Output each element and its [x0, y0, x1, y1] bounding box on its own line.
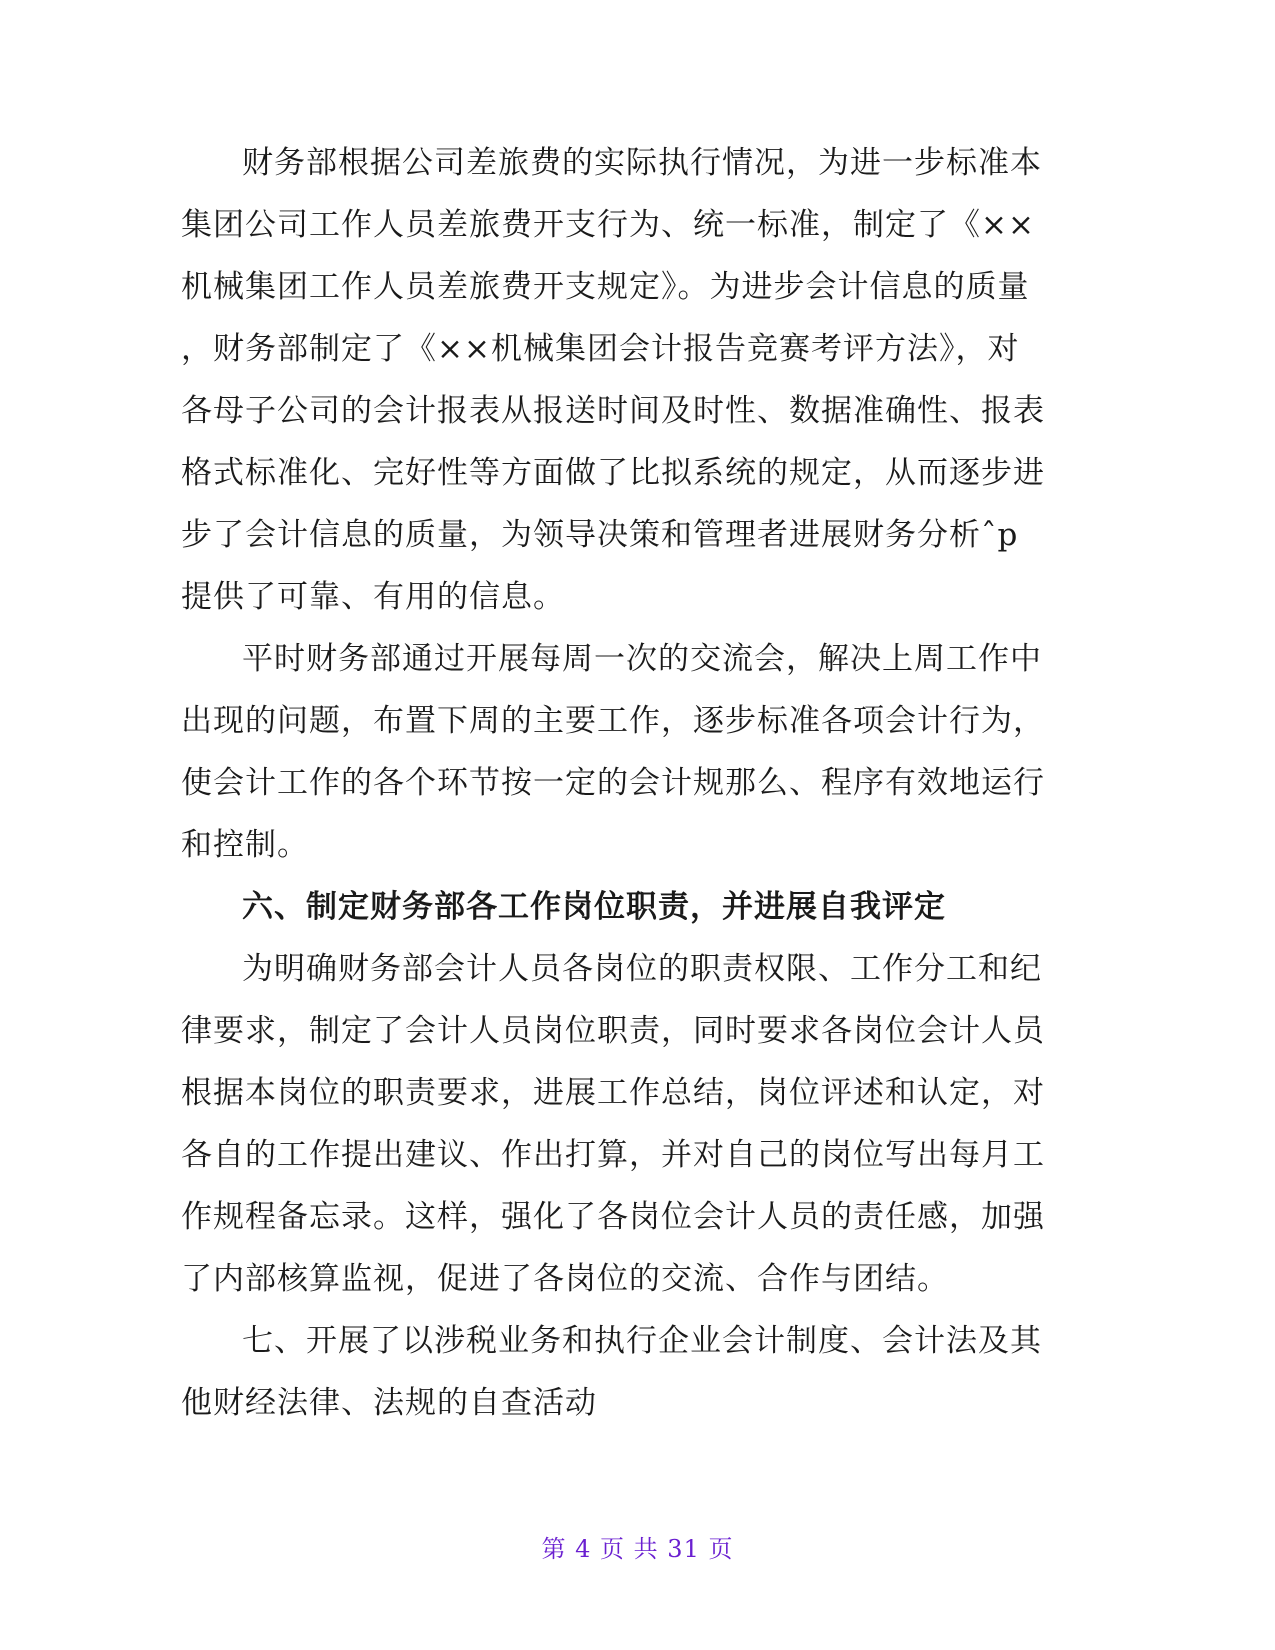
- text-line: 步了会计信息的质量，为领导决策和管理者进展财务分析ˆp: [181, 517, 1019, 553]
- text-line: 出现的问题，布置下周的主要工作，逐步标准各项会计行为，: [181, 703, 1045, 739]
- text-line: 和控制。: [181, 827, 309, 863]
- text-line: 财务部根据公司差旅费的实际执行情况，为进一步标准本: [242, 145, 1042, 181]
- text-line: 机械集团工作人员差旅费开支规定》。为进步会计信息的质量: [181, 269, 1030, 305]
- text-line: 格式标准化、完好性等方面做了比拟系统的规定，从而逐步进: [181, 455, 1045, 491]
- text-line: 集团公司工作人员差旅费开支行为、统一标准，制定了《××: [181, 207, 1035, 243]
- text-line: 各自的工作提出建议、作出打算，并对自己的岗位写出每月工: [181, 1137, 1045, 1173]
- text-line: 提供了可靠、有用的信息。: [181, 579, 565, 615]
- section-heading: 六、制定财务部各工作岗位职责，并进展自我评定: [242, 889, 946, 925]
- text-line: 根据本岗位的职责要求，进展工作总结，岗位评述和认定，对: [181, 1075, 1045, 1111]
- text-line: 各母子公司的会计报表从报送时间及时性、数据准确性、报表: [181, 393, 1045, 429]
- text-line: 七、开展了以涉税业务和执行企业会计制度、会计法及其: [242, 1323, 1042, 1359]
- text-line: 平时财务部通过开展每周一次的交流会，解决上周工作中: [242, 641, 1042, 677]
- text-line: 了内部核算监视，促进了各岗位的交流、合作与团结。: [181, 1261, 949, 1297]
- text-line: ，财务部制定了《××机械集团会计报告竞赛考评方法》，对: [181, 331, 1020, 367]
- text-line: 为明确财务部会计人员各岗位的职责权限、工作分工和纪: [242, 951, 1042, 987]
- page-number-footer: 第 4 页 共 31 页: [541, 1535, 734, 1563]
- text-line: 律要求，制定了会计人员岗位职责，同时要求各岗位会计人员: [181, 1013, 1045, 1049]
- text-line: 使会计工作的各个环节按一定的会计规那么、程序有效地运行: [181, 765, 1045, 801]
- text-line: 他财经法律、法规的自查活动: [181, 1385, 597, 1421]
- text-line: 作规程备忘录。这样，强化了各岗位会计人员的责任感，加强: [181, 1199, 1045, 1235]
